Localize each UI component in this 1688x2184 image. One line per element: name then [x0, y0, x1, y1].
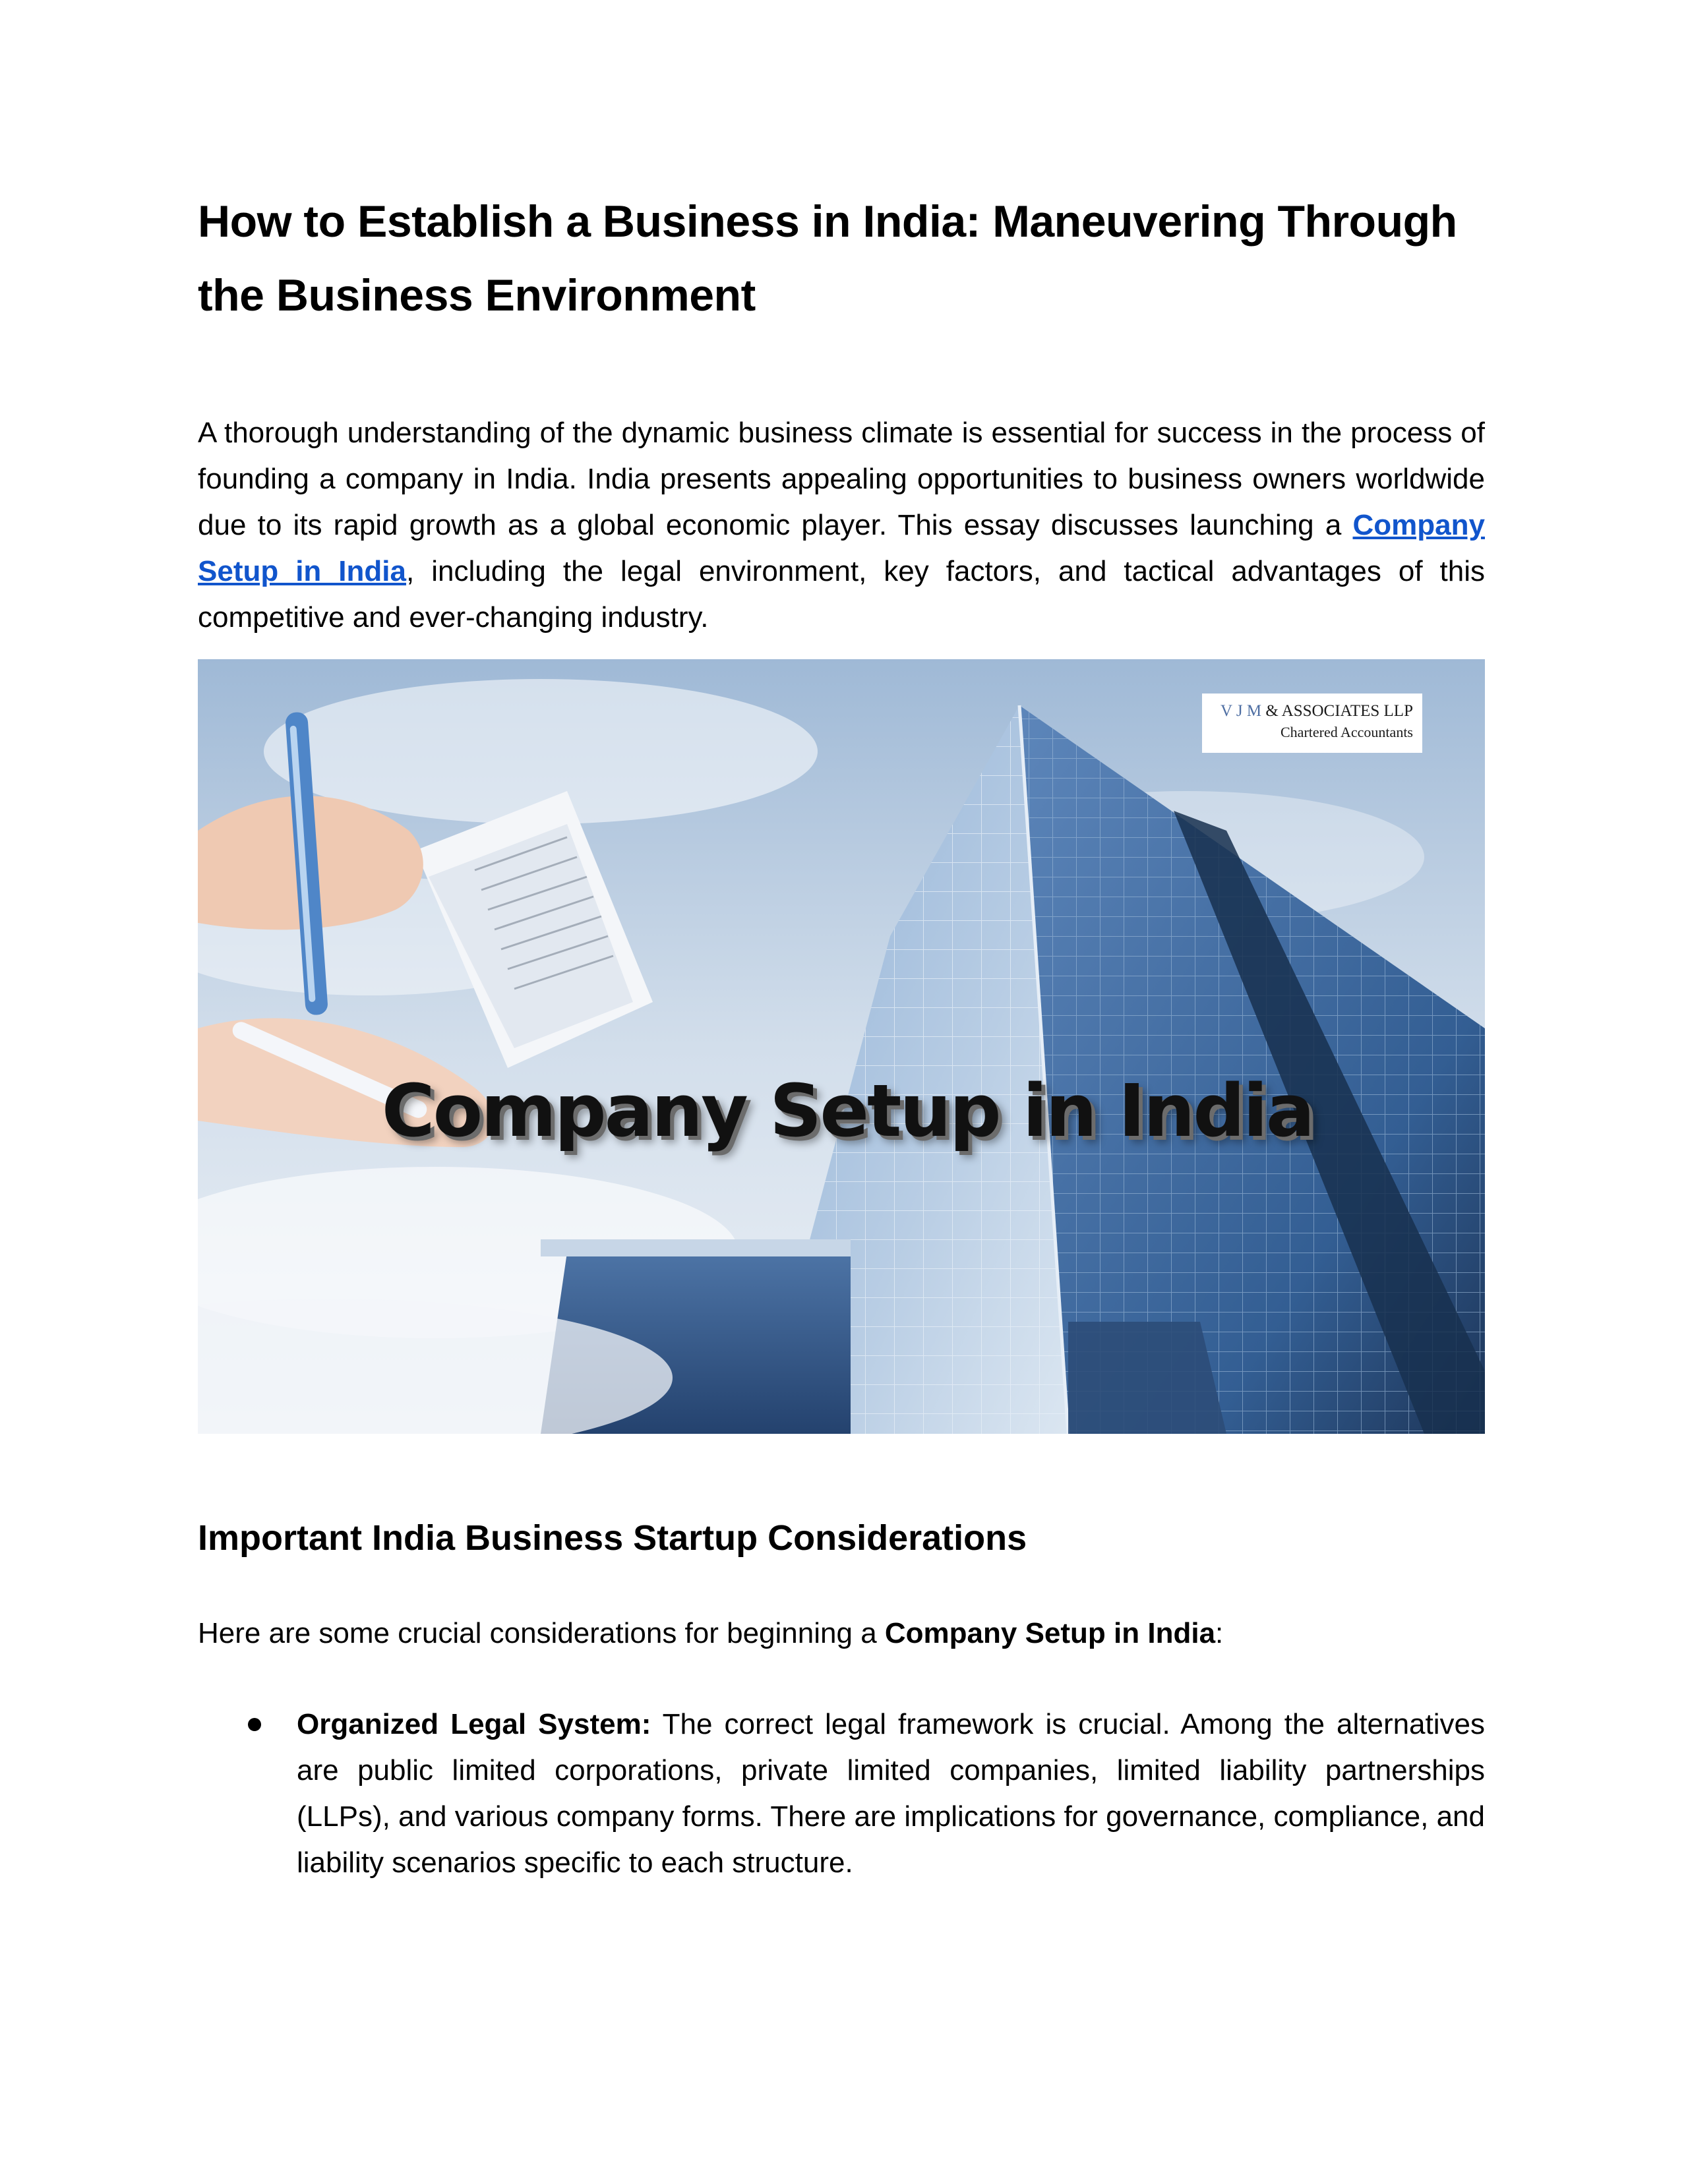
firm-logo — [1202, 694, 1422, 753]
logo-subtitle: Chartered Accountants — [1281, 724, 1413, 740]
intro-text-start: A thorough understanding of the dynamic business climate is essential for success in the process of founding a company in India. India presents appealing opportunities to business owners worldwide due to its rapid growth as a global economic player. This essay discusses launching a — [198, 417, 1485, 541]
list-item — [198, 1701, 1485, 1886]
page-title: How to Establish a Business in India: Maneuvering Through the Business Environment — [198, 196, 1457, 320]
logo-name: & ASSOCIATES LLP — [1261, 702, 1413, 720]
bullet-icon — [248, 1718, 261, 1731]
intro-paragraph — [198, 410, 1485, 641]
hero-caption: Company Setup in India — [381, 1069, 1313, 1153]
hero-illustration — [198, 659, 1485, 1434]
lead-paragraph — [198, 1610, 1485, 1657]
lead-colon: : — [1215, 1617, 1224, 1649]
document-page — [198, 185, 1485, 1886]
section-heading: Important India Business Startup Considerations — [198, 1518, 1027, 1558]
lead-text: Here are some crucial considerations for beginning a — [198, 1617, 885, 1649]
logo-initials: V J M — [1221, 702, 1262, 720]
list-item-label: Organized Legal System: — [297, 1708, 651, 1740]
intro-text-end: , including the legal environment, key factors, and tactical advantages of this competitive and ever-changing industry. — [198, 555, 1486, 634]
considerations-list — [198, 1701, 1485, 1886]
lead-bold: Company Setup in India — [884, 1617, 1216, 1649]
company-setup-link[interactable]: Company Setup in India — [198, 509, 1485, 587]
list-item-text — [297, 1701, 1485, 1886]
hero-image — [198, 659, 1485, 1434]
list-item-body: The correct legal framework is crucial. Among the alternatives are public limited corporations, private limited companies, limited liability partnerships (LLPs), and various company forms. There are implications for governance, compliance, and liability scenarios specific to each structure. — [297, 1708, 1486, 1879]
